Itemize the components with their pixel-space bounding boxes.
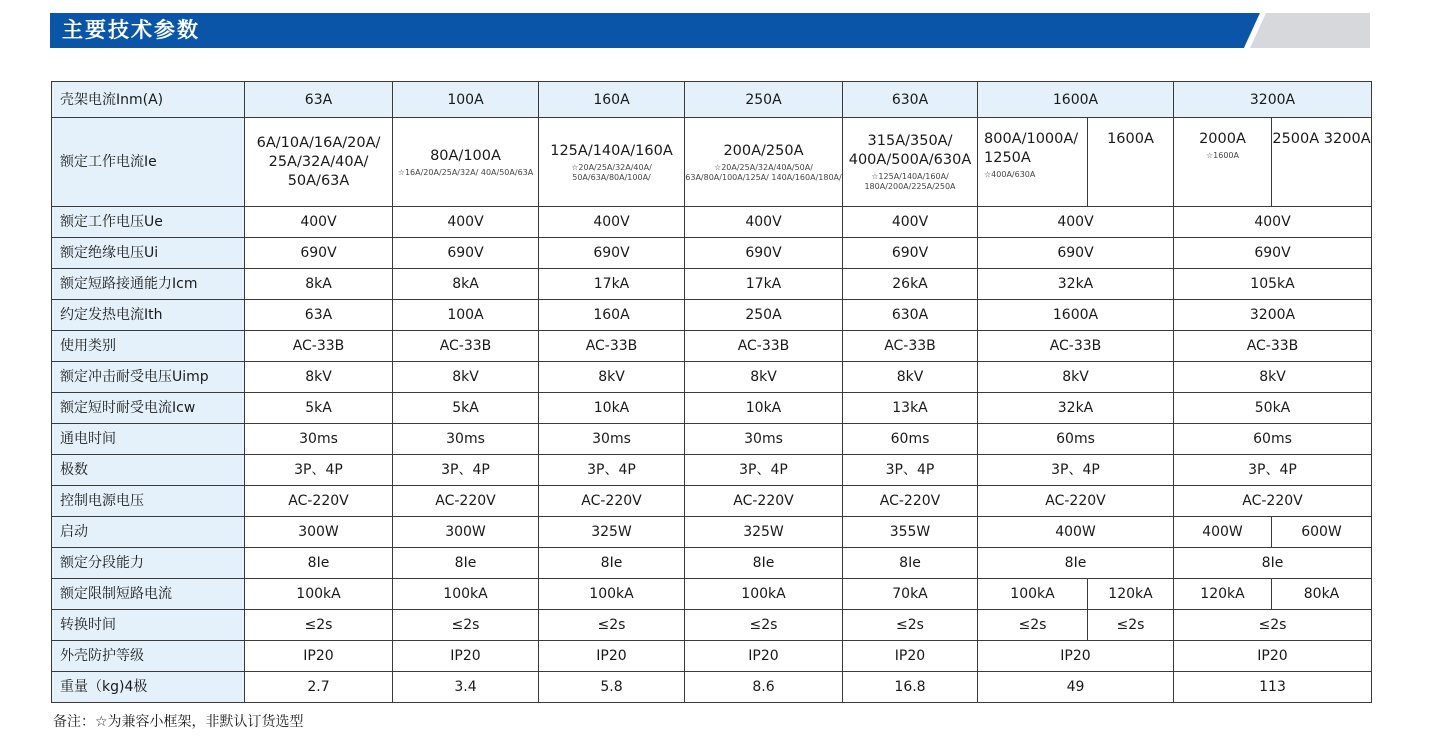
row-label: 控制电源电压 [52,486,245,517]
table-cell: ≤2s [1174,610,1372,641]
table-cell: ≤2s [685,610,843,641]
table-cell: 60ms [1174,424,1372,455]
table-cell: IP20 [843,641,978,672]
table-cell [1088,118,1174,207]
table-row [52,579,1372,610]
table-cell: 5.8 [539,672,685,703]
table-cell: 325W [539,517,685,548]
table-cell: 8Ie [393,548,539,579]
table-cell: 630A [843,300,978,331]
table-cell: 3P、4P [393,455,539,486]
table-cell: 100kA [685,579,843,610]
row-label: 额定绝缘电压Ui [52,238,245,269]
cell-main: 200A/250A [723,142,804,159]
table-cell: 3P、4P [685,455,843,486]
table-cell: 30ms [539,424,685,455]
table-cell: 3P、4P [539,455,685,486]
table-cell: 400V [978,207,1174,238]
row-label: 极数 [52,455,245,486]
table-row [52,207,1372,238]
table-row [52,610,1372,641]
table-cell: 400W [978,517,1174,548]
table-cell: 60ms [978,424,1174,455]
cell-sub: ☆16A/20A/25A/32A/ 40A/50A/63A [397,167,534,177]
table-cell: 400W [1174,517,1272,548]
table-cell: 8kA [245,269,393,300]
table-cell: 32kA [978,269,1174,300]
table-cell: 8kV [843,362,978,393]
table-header-row [52,82,1372,118]
table-cell: 690V [685,238,843,269]
table-row [52,238,1372,269]
table-cell [539,118,685,207]
table-cell: 355W [843,517,978,548]
cell-sub: ☆20A/25A/32A/40A/50A/ 63A/80A/100A/125A/ 140A/160A/180A/ [685,162,842,182]
table-cell: IP20 [978,641,1174,672]
title-banner-graphic [50,13,1370,48]
table-cell: 8kV [245,362,393,393]
cell-sub: ☆20A/25A/32A/40A/ 50A/63A/80A/100A/ [571,162,652,182]
table-cell: 17kA [685,269,843,300]
table-cell: 3200A [1174,300,1372,331]
cell-sub: ☆1600A [1205,151,1239,160]
row-label: 额定工作电流Ie [52,118,245,207]
table-cell [843,118,978,207]
table-cell: 16.8 [843,672,978,703]
row-label: 外壳防护等级 [52,641,245,672]
row-label: 额定短时耐受电流Icw [52,393,245,424]
table-cell: 3P、4P [1174,455,1372,486]
table-cell: 80kA [1272,579,1372,610]
cell-main: 80A/100A [430,147,501,164]
row-label: 启动 [52,517,245,548]
table-cell: 8Ie [978,548,1174,579]
table-cell: 160A [539,300,685,331]
table-cell: 8Ie [685,548,843,579]
table-cell: 8.6 [685,672,843,703]
table-row [52,269,1372,300]
table-cell: 5kA [393,393,539,424]
table-cell: 30ms [245,424,393,455]
cell-main: 6A/10A/16A/20A/ 25A/32A/40A/ 50A/63A [256,134,381,189]
table-cell: ≤2s [1088,610,1174,641]
row-label: 重量（kg)4极 [52,672,245,703]
table-cell: 30ms [393,424,539,455]
header-cell: 100A [393,82,539,118]
table-row [52,118,1372,207]
table-cell [245,118,393,207]
cell-main: 2000A [1199,131,1246,147]
table-cell: 690V [539,238,685,269]
table-cell: 400V [393,207,539,238]
table-cell: ≤2s [843,610,978,641]
header-cell: 1600A [978,82,1174,118]
table-cell: 50kA [1174,393,1372,424]
table-cell: 3.4 [393,672,539,703]
table-row [52,486,1372,517]
table-row [52,300,1372,331]
table-cell: 8kV [539,362,685,393]
header-label: 壳架电流Inm(A) [52,82,245,118]
table-row [52,393,1372,424]
table-cell: 60ms [843,424,978,455]
table-cell: AC-220V [539,486,685,517]
table-cell: AC-220V [393,486,539,517]
title-bar [50,13,1370,48]
row-label: 转换时间 [52,610,245,641]
cell-main: 2500A 3200A [1272,131,1371,147]
row-label: 额定冲击耐受电压Uimp [52,362,245,393]
table-cell: 690V [1174,238,1372,269]
table-row [52,455,1372,486]
table-cell: AC-33B [978,331,1174,362]
table-cell: 113 [1174,672,1372,703]
table-cell: 3P、4P [843,455,978,486]
table-cell: 8kA [393,269,539,300]
table-cell: AC-33B [685,331,843,362]
row-label: 额定分段能力 [52,548,245,579]
table-cell: 1600A [978,300,1174,331]
table-cell [393,118,539,207]
table-row [52,331,1372,362]
table-row [52,548,1372,579]
table-row [52,672,1372,703]
table-row [52,362,1372,393]
table-cell [685,118,843,207]
table-cell: 100kA [539,579,685,610]
table-cell: AC-33B [393,331,539,362]
row-label: 额定工作电压Ue [52,207,245,238]
header-cell: 630A [843,82,978,118]
table-cell: 100kA [245,579,393,610]
table-cell: 400V [843,207,978,238]
table-cell: 5kA [245,393,393,424]
table-cell: IP20 [539,641,685,672]
table-cell: ≤2s [978,610,1088,641]
table-cell: 100kA [393,579,539,610]
table-cell: 105kA [1174,269,1372,300]
table-cell: 400V [685,207,843,238]
table-cell: 8kV [393,362,539,393]
table-cell: 120kA [1174,579,1272,610]
table-cell: 690V [978,238,1174,269]
table-cell: 120kA [1088,579,1174,610]
header-cell: 250A [685,82,843,118]
table-cell: 2.7 [245,672,393,703]
table-cell: 100A [393,300,539,331]
table-cell: AC-220V [1174,486,1372,517]
table-cell: AC-33B [539,331,685,362]
table-cell: 49 [978,672,1174,703]
table-cell: 600W [1272,517,1372,548]
cell-sub: ☆400A/630A [984,170,1036,179]
table-cell: 8kV [685,362,843,393]
page-title: 主要技术参数 [62,18,200,42]
row-label: 额定限制短路电流 [52,579,245,610]
table-cell: 690V [843,238,978,269]
table-cell: ≤2s [539,610,685,641]
header-cell: 3200A [1174,82,1372,118]
table-cell: AC-220V [245,486,393,517]
cell-main: 800A/1000A/ 1250A [984,131,1079,166]
table-cell: AC-220V [978,486,1174,517]
table-cell: 3P、4P [245,455,393,486]
table-cell: AC-220V [843,486,978,517]
table-cell: 8Ie [245,548,393,579]
cell-main: 315A/350A/ 400A/500A/630A [848,133,972,168]
table-cell [978,118,1088,207]
row-label: 通电时间 [52,424,245,455]
table-cell: IP20 [1174,641,1372,672]
table-cell: IP20 [393,641,539,672]
table-cell: 8Ie [843,548,978,579]
table-cell: 690V [245,238,393,269]
table-row [52,517,1372,548]
table-cell: 400V [539,207,685,238]
table-cell: 250A [685,300,843,331]
table-cell: 10kA [685,393,843,424]
table-cell: 400V [1174,207,1372,238]
table-cell: 690V [393,238,539,269]
cell-main: 125A/140A/160A [550,142,673,159]
table-cell: 13kA [843,393,978,424]
table-cell: IP20 [245,641,393,672]
table-cell: 325W [685,517,843,548]
row-label: 使用类别 [52,331,245,362]
header-cell: 63A [245,82,393,118]
table-cell: 300W [393,517,539,548]
table-cell: 32kA [978,393,1174,424]
table-cell: AC-33B [843,331,978,362]
table-cell: AC-33B [1174,331,1372,362]
table-row [52,424,1372,455]
table-cell: 400V [245,207,393,238]
table-cell: 70kA [843,579,978,610]
table-cell: 63A [245,300,393,331]
spec-table [51,81,1372,703]
table-cell: AC-33B [245,331,393,362]
table-cell: 17kA [539,269,685,300]
table-cell [1174,118,1272,207]
table-cell: 8kV [978,362,1174,393]
table-cell: AC-220V [685,486,843,517]
table-cell: ≤2s [245,610,393,641]
table-cell: 26kA [843,269,978,300]
table-cell: IP20 [685,641,843,672]
row-label: 约定发热电流Ith [52,300,245,331]
header-cell: 160A [539,82,685,118]
table-cell: 8kV [1174,362,1372,393]
table-cell: 300W [245,517,393,548]
table-cell: ≤2s [393,610,539,641]
table-cell: 3P、4P [978,455,1174,486]
cell-main: 1600A [1107,131,1154,147]
table-cell: 8Ie [539,548,685,579]
cell-sub: ☆125A/140A/160A/ 180A/200A/225A/250A [864,172,956,191]
table-cell [1272,118,1372,207]
table-row [52,641,1372,672]
row-label: 额定短路接通能力Icm [52,269,245,300]
table-cell: 8Ie [1174,548,1372,579]
table-cell: 30ms [685,424,843,455]
footnote: 备注：☆为兼容小框架，非默认订货选型 [53,714,304,730]
table-cell: 100kA [978,579,1088,610]
table-cell: 10kA [539,393,685,424]
